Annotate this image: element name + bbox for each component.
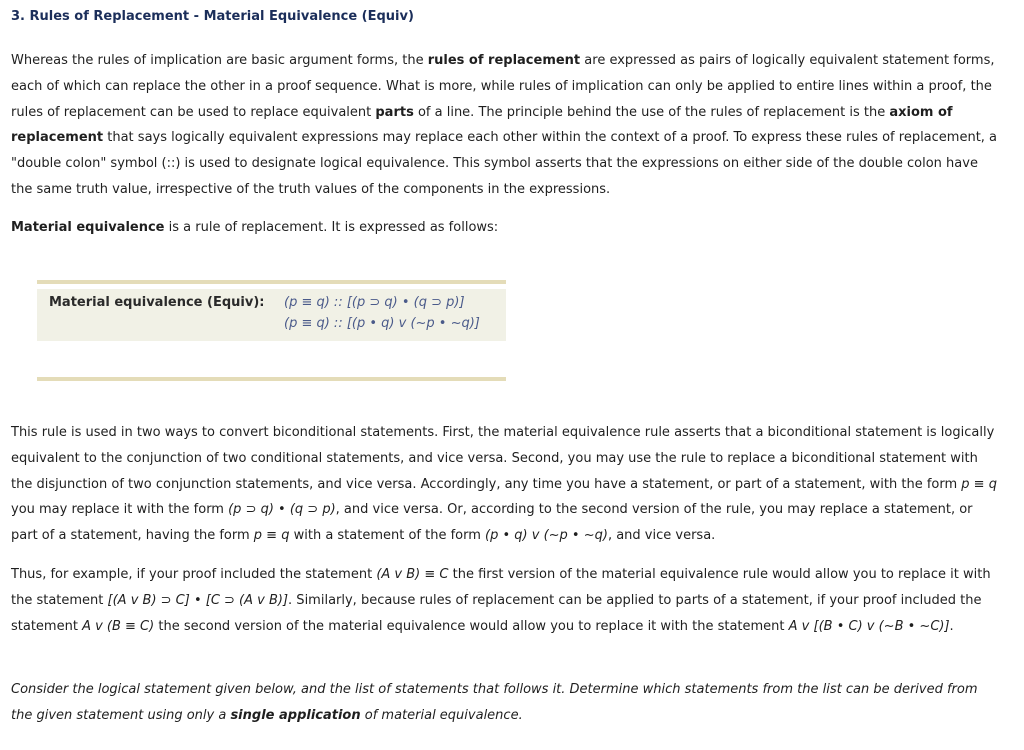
example-text-3: . Similarly, because rules of replacement can be applied to parts of a statement, if your proof included the statement [11,592,982,634]
rule-formula-2: (p ≡ q) :: [(p • q) v (~p • ~q)] [284,316,480,331]
definition-text: is a rule of replacement. It is expressed as follows: [164,220,499,235]
usage-text-5: , and vice versa. [607,528,716,544]
usage-form-4: (p • q) v (~p • ~q) [485,528,608,544]
intro-text-2: are expressed as pairs of logically equivalent statement forms, each of which can replace the other in a proof sequence. What is more, while rules of implication can only be applied to entire lines within a proof, the rules of replacement can be used to replace equivalent [11,53,995,120]
example-text-2: the first version of the material equivalence rule would allow you to replace it with the statement [11,567,991,608]
section-title: 3. Rules of Replacement - Material Equivalence (Equiv) [11,9,414,24]
usage-form-1: p ≡ q [961,476,997,492]
example-paragraph [11,562,1001,639]
instruction-text-2: of material equivalence. [360,707,523,723]
example-statement-4: A v [(B • C) v (~B • ~C)] [788,618,950,634]
usage-form-2: (p ⊃ q) • (q ⊃ p) [228,502,336,518]
rule-name: Material equivalence (Equiv): [49,295,265,310]
example-statement-3: A v (B ≡ C) [82,618,155,634]
intro-paragraph [11,48,1001,203]
intro-text-4: that says logically equivalent expressions may replace each other within the context of a proof. To express these rules of replacement, a "double colon" symbol (::) is used to designate logical equivalence. This symbol asserts that the expressions on either side of the double colon have the same truth value, irrespective of the truth values of the components in the expressions. [11,130,998,197]
instruction-paragraph [11,677,1001,729]
usage-text-2: you may replace it with the form [11,502,229,518]
example-text-1: Thus, for example, if your proof included the statement [11,567,377,582]
usage-paragraph [11,420,1001,549]
term-rules-of-replacement: rules of replacement [427,53,581,68]
intro-text-1: Whereas the rules of implication are basic argument forms, the [11,53,428,68]
rule-box [37,280,506,382]
instruction-text-1: Consider the logical statement given below, and the list of statements that follows it. Determine which statements from the list can be derived from the given statement using only a [11,682,978,723]
term-single-application: single application [230,707,361,723]
rule-formula-1: (p ≡ q) :: [(p ⊃ q) • (q ⊃ p)] [284,295,465,310]
example-text-4: the second version of the material equivalence would allow you to replace it with the statement [154,618,789,634]
term-parts: parts [375,104,414,120]
term-axiom-of-replacement: axiom of replacement [11,104,953,146]
usage-text-1: This rule is used in two ways to convert biconditional statements. First, the material equivalence rule asserts that a biconditional statement is logically equivalent to the conjunction of two conditional statements, and vice versa. Second, you may use the rule to replace a biconditional statement with the disjunction of two conjunction statements, and vice versa. Accordingly, any time you have a statement, or part of a statement, with the form [11,425,995,492]
intro-text-3: of a line. The principle behind the use of the rules of replacement is the [413,104,890,120]
term-material-equivalence: Material equivalence [11,220,165,235]
usage-form-3: p ≡ q [253,528,290,544]
example-text-5: . [949,618,954,634]
example-statement-2: [(A v B) ⊃ C] • [C ⊃ (A v B)] [107,592,289,608]
usage-text-3: , and vice versa. Or, according to the second version of the rule, you may replace a statement, or part of a statement, having the form [11,502,973,544]
usage-text-4: with a statement of the form [289,528,486,544]
example-statement-1: (A v B) ≡ C [376,567,449,582]
rule-box-top-border [37,280,506,284]
rule-box-bottom-border [37,377,506,381]
definition-paragraph [11,215,1001,241]
